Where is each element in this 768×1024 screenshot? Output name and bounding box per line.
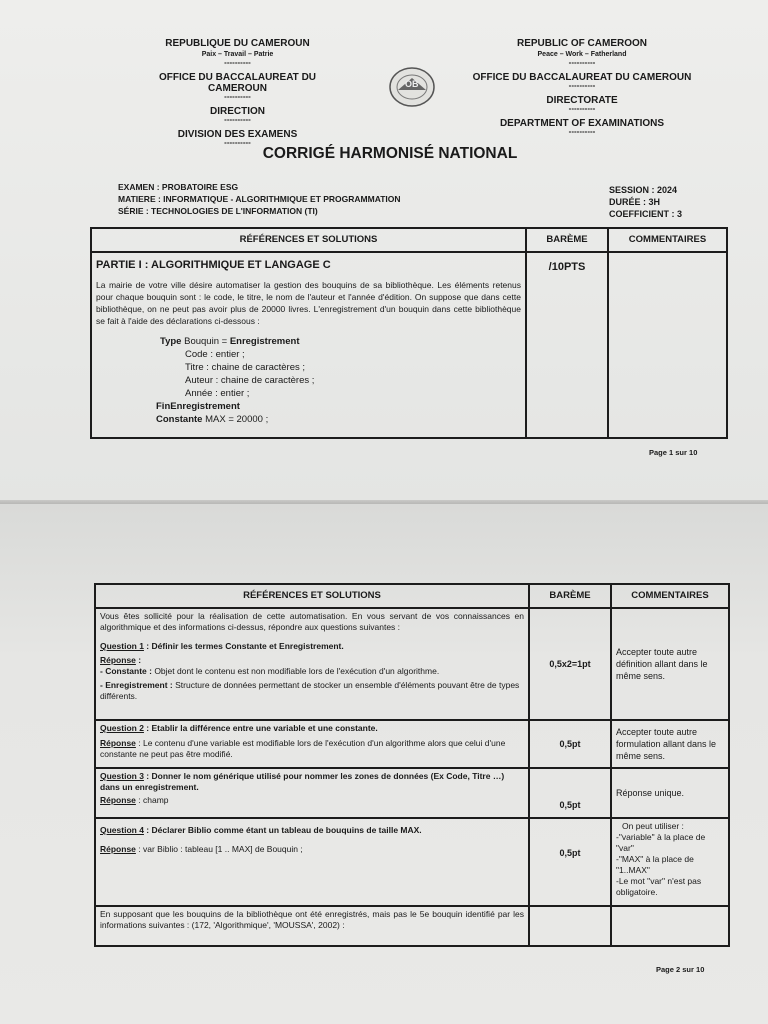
office-seal-logo	[388, 66, 436, 108]
field-year: Année : entier ;	[185, 388, 250, 399]
comment-q5	[611, 906, 729, 946]
question-5-intro-cell: En supposant que les bouquins de la bibliothèque ont été enregistrés, mais pas le 5e bouquin identifié par les informations suivantes : (172, 'Algorithmique', 'MOUSSA', 2002) :	[95, 906, 529, 946]
session: SESSION : 2024	[609, 185, 678, 195]
separator: ----------	[568, 81, 596, 90]
separator: ----------	[568, 58, 596, 67]
part-title: PARTIE I : ALGORITHMIQUE ET LANGAGE C	[96, 259, 331, 271]
question-text: : Donner le nom générique utilisé pour nommer les zones de données (Ex Code, Titre …) dans un enregistrement.	[100, 771, 505, 792]
direction-fr: DIRECTION	[210, 106, 265, 117]
office-fr: OFFICE DU BACCALAUREAT DU CAMEROUN	[158, 72, 317, 94]
end-record-keyword: FinEnregistrement	[156, 401, 240, 412]
type-name: Bouquin =	[184, 336, 228, 347]
constant-value: MAX = 20000 ;	[205, 414, 269, 425]
separator: ----------	[224, 92, 251, 101]
constant-keyword: Constante	[156, 414, 203, 425]
solutions-table-p1	[90, 227, 728, 439]
bareme-q3: 0,5pt	[529, 768, 611, 818]
separator: ----------	[224, 138, 251, 147]
table-row	[95, 906, 729, 946]
question-text: : Déclarer Biblio comme étant un tableau de bouquins de taille MAX.	[143, 825, 422, 835]
motto-fr: Paix – Travail – Patrie	[201, 51, 274, 58]
col-header-comments: COMMENTAIRES	[611, 584, 729, 608]
question-label: Question 1	[100, 641, 144, 651]
type-keyword: Type	[160, 336, 182, 347]
answer-label: Réponse	[100, 795, 136, 805]
field-author: Auteur : chaine de caractères ;	[185, 375, 315, 386]
page-number-2: Page 2 sur 10	[656, 965, 705, 974]
table-row	[95, 768, 729, 818]
comment-q1: Accepter toute autre définition allant dans le même sens.	[611, 608, 729, 720]
problem-intro: La mairie de votre ville désire automatiser la gestion des bouquins de sa bibliothèque. Les éléments retenus pour chaque bouquin sont : le code, le titre, le nom de l'auteur et l'année d'édition. On suppose que dans cette bibliothèque, on ne peut pas avoir plus de 20000 livres. L'enregistrement d'un bouquin dans cette bibliothèque se fait à l'aide des déclarations ci-dessous :	[96, 280, 521, 326]
bareme-q2: 0,5pt	[529, 720, 611, 768]
document-title: CORRIGÉ HARMONISÉ NATIONAL	[262, 145, 518, 162]
question-label: Question 2	[100, 723, 144, 733]
division-en: DEPARTMENT OF EXAMINATIONS	[499, 118, 665, 129]
question-4-cell	[95, 818, 529, 906]
question-label: Question 4	[100, 825, 144, 835]
answer-text: Objet dont le contenu est non modifiable lors de l'exécution d'un algorithme.	[151, 666, 440, 676]
answer-sep: :	[135, 655, 142, 665]
comment-q4	[611, 818, 729, 906]
logo-letters: OB	[405, 79, 419, 89]
solutions-table-p2	[94, 583, 730, 947]
header-right	[472, 38, 692, 135]
instructions: Vous êtes sollicité pour la réalisation de cette automatisation. En vous servant de vos connaissances en algorithmique et des informations ci-dessus, répondre aux questions suivantes :	[100, 611, 524, 632]
subject: MATIERE : INFORMATIQUE - ALGORITHMIQUE ET PROGRAMMATION	[118, 194, 401, 204]
question-text: : Etablir la différence entre une variable et une constante.	[143, 723, 378, 733]
question-label: Question 3	[100, 771, 144, 781]
header-left	[140, 38, 335, 146]
series: SÉRIE : TECHNOLOGIES DE L'INFORMATION (TI)	[118, 206, 318, 216]
question-1-cell	[95, 608, 529, 720]
division-fr: DIVISION DES EXAMENS	[177, 129, 298, 140]
bareme-q1: 0,5x2=1pt	[529, 608, 611, 720]
table-row	[95, 608, 729, 720]
exam-info-right	[609, 184, 682, 220]
separator: ----------	[568, 127, 596, 136]
field-code: Code : entier ;	[185, 349, 245, 360]
answer-label: Réponse	[100, 738, 136, 748]
page-1	[0, 0, 768, 504]
comment-q2: Accepter toute autre formulation allant dans le même sens.	[611, 720, 729, 768]
col-header-refs: RÉFÉRENCES ET SOLUTIONS	[95, 584, 529, 608]
exam-name: EXAMEN : PROBATOIRE ESG	[118, 182, 239, 192]
col-header-comments: COMMENTAIRES	[608, 228, 727, 252]
comment-q3: Réponse unique.	[611, 768, 729, 818]
comment-head: On peut utiliser :	[622, 821, 684, 831]
col-header-bareme: BARÈME	[529, 584, 611, 608]
col-header-refs: RÉFÉRENCES ET SOLUTIONS	[91, 228, 526, 252]
separator: ----------	[224, 58, 251, 67]
answer-text: Structure de données permettant de stocker un ensemble d'éléments pouvant être de types différents.	[100, 680, 520, 701]
comment-item: -"variable" à la place de "var"	[616, 832, 706, 853]
country-fr: REPUBLIQUE DU CAMEROUN	[165, 38, 310, 49]
coefficient: COEFFICIENT : 3	[609, 209, 683, 219]
col-header-bareme: BARÈME	[526, 228, 608, 252]
answer-label: Réponse	[100, 655, 136, 665]
country-en: REPUBLIC OF CAMEROON	[517, 38, 647, 49]
separator: ----------	[224, 115, 251, 124]
separator: ----------	[568, 104, 596, 113]
part-points: /10PTS	[526, 252, 608, 438]
part1-comments	[608, 252, 727, 438]
answer-text: : Le contenu d'une variable est modifiable lors de l'exécution d'un algorithme alors que celui d'une constante ne peut pas être modifié.	[100, 738, 506, 759]
table-header-row	[91, 228, 727, 252]
field-title: Titre : chaine de caractères ;	[185, 362, 306, 373]
answer-text: : champ	[135, 795, 169, 805]
page-2	[0, 504, 768, 1024]
type-declaration	[156, 335, 521, 426]
answer-label: Réponse	[100, 844, 136, 854]
bareme-q5	[529, 906, 611, 946]
motto-en: Peace – Work – Fatherland	[537, 51, 627, 58]
exam-info-left	[118, 181, 401, 217]
table-row	[91, 252, 727, 438]
direction-en: DIRECTORATE	[546, 95, 618, 106]
question-3-cell	[95, 768, 529, 818]
duration: DURÉE : 3H	[609, 197, 661, 207]
bareme-q4: 0,5pt	[529, 818, 611, 906]
table-header-row	[95, 584, 729, 608]
comment-item: -"MAX" à la place de "1..MAX"	[616, 854, 694, 875]
question-text: : Définir les termes Constante et Enregistrement.	[143, 641, 344, 651]
office-en: OFFICE DU BACCALAUREAT DU CAMEROUN	[472, 72, 692, 83]
part1-content	[91, 252, 526, 438]
record-keyword: Enregistrement	[229, 336, 300, 347]
answer-term: - Enregistrement :	[100, 680, 173, 690]
table-row	[95, 720, 729, 768]
answer-term: - Constante :	[100, 666, 152, 676]
answer-text: : var Biblio : tableau [1 .. MAX] de Bouquin ;	[135, 844, 303, 854]
comment-item: -Le mot "var" n'est pas obligatoire.	[616, 876, 702, 897]
question-2-cell	[95, 720, 529, 768]
page-number-1: Page 1 sur 10	[649, 448, 698, 457]
table-row	[95, 818, 729, 906]
